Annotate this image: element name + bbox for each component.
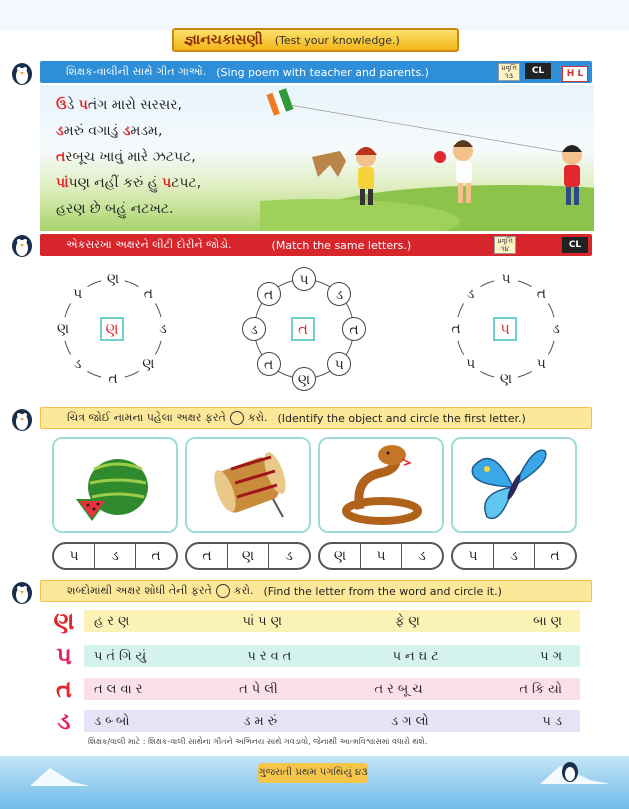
word-row — [44, 709, 580, 733]
penguin-icon — [8, 58, 36, 86]
poem-highlight: ઉ — [56, 97, 67, 113]
picture-card-drum — [185, 437, 311, 533]
center-letter[interactable]: ત — [291, 317, 315, 341]
cl-badge-2: CL — [562, 237, 588, 253]
poem-text: હરણ છે બહું નટખટ. — [56, 201, 174, 217]
hl-badge: H L — [562, 66, 588, 82]
outer-letter[interactable]: ડ — [327, 282, 351, 306]
target-letter: ડ — [57, 707, 71, 735]
letter-option[interactable]: પ — [54, 544, 95, 568]
circle-symbol-icon — [230, 411, 244, 425]
outer-letter[interactable]: ણ — [101, 267, 125, 291]
poem-line-1 — [56, 97, 182, 113]
letter-option[interactable]: ત — [550, 548, 560, 564]
picture-card-watermelon — [52, 437, 178, 533]
options-drum — [185, 542, 311, 570]
activity-badge-1 — [498, 63, 520, 81]
page-subtitle: (Test your knowledge.) — [274, 33, 400, 47]
outer-letter[interactable]: ણ — [136, 352, 160, 376]
cl-badge-1: CL — [525, 63, 551, 79]
word-item[interactable]: પાંપણ — [242, 613, 286, 629]
section1-instruction-gu: શિક્ષક-વાલીની સાથે ગીત ગાઓ. — [66, 65, 207, 78]
outer-letter[interactable]: ત — [342, 317, 366, 341]
badge-label: પ્રવૃત્તિ — [497, 237, 513, 245]
outer-letter[interactable]: ત — [257, 352, 281, 376]
poem-text: ટપટ, — [171, 175, 202, 191]
penguin-icon — [8, 230, 36, 258]
letter-circle-1 — [49, 265, 177, 395]
outer-letter[interactable]: પ — [327, 352, 351, 376]
poem-text: ડે — [66, 97, 79, 113]
outer-letter[interactable]: પ — [459, 352, 483, 376]
circle-symbol-icon — [216, 584, 230, 598]
word-item[interactable]: પડ — [542, 713, 566, 729]
word-item[interactable]: તલવાર — [94, 681, 147, 697]
kids-kite-illustration — [260, 85, 594, 231]
snake-icon — [320, 439, 442, 531]
section4-instruction-bar — [40, 580, 592, 602]
poem-line-4 — [56, 175, 201, 191]
poem-highlight: પ — [78, 97, 88, 113]
section2-instruction-gu: એકસરખા અક્ષરને લીટી દોરીને જોડો. — [66, 238, 232, 251]
word-item[interactable]: પગ — [540, 648, 566, 664]
letter-option[interactable]: ડ — [494, 544, 535, 568]
word-item[interactable]: તપેલી — [239, 681, 282, 697]
word-item[interactable]: તકિયો — [519, 681, 566, 697]
watermelon-icon — [54, 439, 176, 531]
badge-number: ૧૩ — [504, 72, 514, 80]
row-words — [84, 678, 580, 700]
center-letter[interactable]: ણ — [100, 317, 124, 341]
word-item[interactable]: પરવત — [247, 648, 296, 664]
poem-text: મરું વગાડું — [63, 123, 123, 139]
poem-text: રબૂચ ખાવું મારે ઝટપટ, — [65, 149, 196, 165]
poem-highlight: પ — [162, 175, 172, 191]
word-item[interactable]: ડબ્બો — [94, 713, 134, 729]
word-item[interactable]: ડમરું — [243, 713, 282, 729]
poem-highlight: ત — [56, 149, 66, 165]
row-words — [84, 610, 580, 632]
outer-letter[interactable]: ત — [444, 317, 468, 341]
poem-highlight: ડ — [56, 123, 64, 139]
word-row — [44, 609, 580, 633]
outer-letter[interactable]: ત — [257, 282, 281, 306]
section3-instruction-en: (Identify the object and circle the first letter.) — [277, 411, 526, 425]
poem-text: તંગ મારો સરસર, — [87, 97, 182, 113]
options-watermelon — [52, 542, 178, 570]
section3-instruction-bar — [40, 407, 592, 429]
outer-letter[interactable]: પ — [494, 267, 518, 291]
butterfly-icon — [453, 439, 575, 531]
section3-instruction-gu-end: કરો. — [247, 411, 268, 424]
target-letter: ણ — [53, 607, 75, 635]
word-item[interactable]: બાણ — [533, 613, 566, 629]
letter-option[interactable]: ણ — [320, 544, 361, 568]
letter-option[interactable]: ડ — [95, 544, 136, 568]
badge-number: ૧૪ — [501, 245, 509, 253]
page-number: ગુજરાતી પ્રથમ પગથિયું ૪૩ — [258, 763, 368, 783]
outer-letter[interactable]: ડ — [66, 352, 90, 376]
options-snake — [318, 542, 444, 570]
drum-icon — [187, 439, 309, 531]
picture-card-butterfly — [451, 437, 577, 533]
picture-card-snake — [318, 437, 444, 533]
word-row — [44, 677, 580, 701]
poem-line-5 — [56, 201, 173, 217]
letter-option[interactable]: ડ — [285, 548, 293, 564]
letter-option[interactable]: પ — [361, 544, 402, 568]
row-words — [84, 645, 580, 667]
poem-line-2 — [56, 123, 162, 139]
letter-option[interactable]: ત — [151, 548, 161, 564]
outer-letter[interactable]: ત — [136, 282, 160, 306]
outer-letter[interactable]: પ — [292, 267, 316, 291]
outer-letter[interactable]: ણ — [494, 367, 518, 391]
outer-letter[interactable]: ડ — [459, 282, 483, 306]
outer-letter[interactable]: ત — [529, 282, 553, 306]
outer-letter[interactable]: ડ — [544, 317, 568, 341]
word-row — [44, 644, 580, 668]
outer-letter[interactable]: ડ — [242, 317, 266, 341]
letter-circle-2 — [240, 265, 368, 395]
options-butterfly — [451, 542, 577, 570]
outer-letter[interactable]: ડ — [151, 317, 175, 341]
letter-option[interactable]: ડ — [418, 548, 426, 564]
letter-option[interactable]: ત — [187, 544, 228, 568]
letter-option[interactable]: પ — [453, 544, 494, 568]
top-decoration — [0, 0, 629, 30]
section1-instruction-en: (Sing poem with teacher and parents.) — [216, 65, 429, 79]
center-letter[interactable]: પ — [493, 317, 517, 341]
row-words — [84, 710, 580, 732]
word-item[interactable]: ડગલો — [390, 713, 433, 729]
section4-instruction-gu: શબ્દોમાંથી અક્ષર શોધી તેની ફરતે — [67, 584, 212, 597]
outer-letter[interactable]: પ — [66, 282, 90, 306]
outer-letter[interactable]: ણ — [51, 317, 75, 341]
section3-instruction-gu: ચિત્ર જોઈ નામના પહેલા અક્ષર ફરતે — [67, 411, 226, 424]
poem-text: પણ નહીં કરું હું — [68, 175, 163, 191]
outer-letter[interactable]: પ — [529, 352, 553, 376]
section4-instruction-gu-end: કરો. — [233, 584, 254, 597]
word-item[interactable]: ફેણ — [395, 613, 424, 629]
outer-letter[interactable]: ત — [101, 367, 125, 391]
section2-instruction-en: (Match the same letters.) — [271, 238, 412, 252]
word-item[interactable]: પતંગિયું — [94, 648, 151, 664]
word-item[interactable]: પનઘટ — [392, 648, 443, 664]
letter-circle-3 — [442, 265, 570, 395]
penguin-icon — [8, 404, 36, 432]
target-letter: ત — [56, 675, 72, 703]
penguin-icon — [8, 577, 36, 605]
target-letter: પ — [56, 642, 72, 670]
badge-label: પ્રવૃત્તિ — [501, 64, 517, 72]
poem-highlight: ડ — [122, 123, 131, 139]
page-title-banner — [172, 28, 459, 52]
word-item[interactable]: હરણ — [94, 613, 134, 629]
page-title: જ્ઞાનચકાસણી — [184, 32, 263, 48]
word-item[interactable]: તરબૂચ — [374, 681, 427, 697]
poem-illustration — [40, 85, 594, 231]
poem-line-3 — [56, 149, 196, 165]
section4-instruction-en: (Find the letter from the word and circle it.) — [263, 584, 502, 598]
poem-text: મડમ, — [130, 123, 163, 139]
outer-letter[interactable]: ણ — [292, 367, 316, 391]
activity-badge-2 — [494, 236, 516, 254]
letter-option[interactable]: ણ — [228, 544, 269, 568]
teacher-note: શિક્ષક/વાલી માટે : શિક્ષક-વાલી સાથેના ગીતને અભિનય સાથે ગવડાવો, જેનાથી આત્મવિશ્વાસમાં વધારો થશે. — [88, 737, 428, 746]
poem-highlight: પાં — [56, 175, 69, 191]
